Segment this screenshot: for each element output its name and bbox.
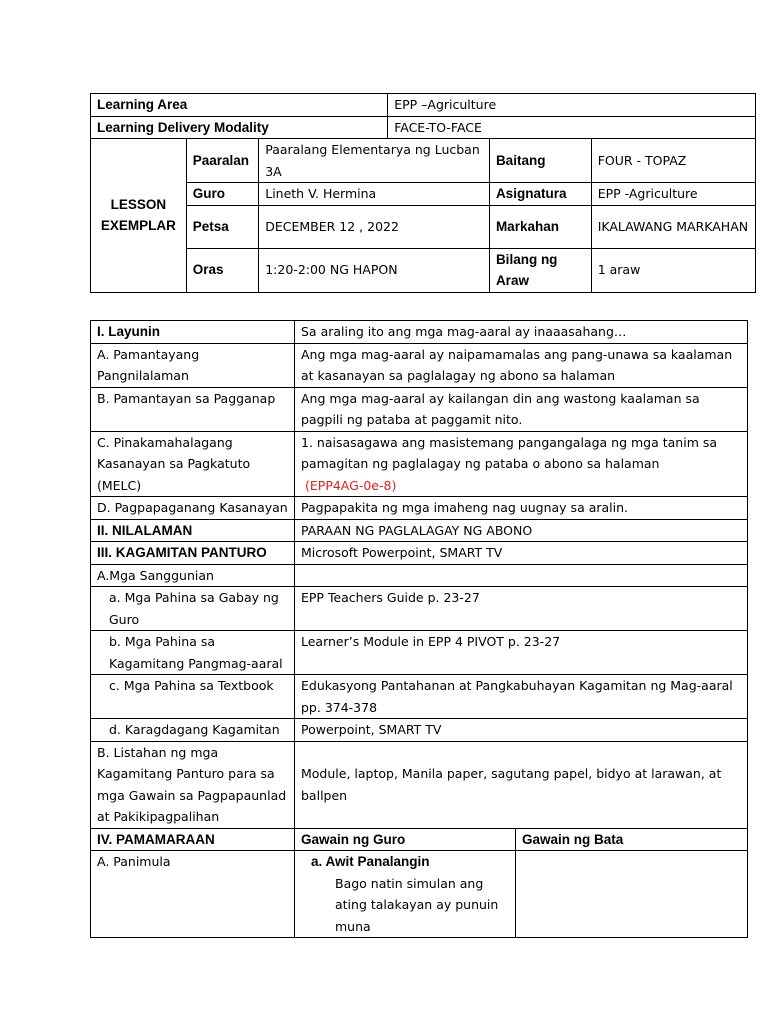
paaralan-value: Paaralang Elementarya ng Lucban 3A [259,139,490,183]
karagdagang-label: d. Karagdagang Kagamitan [91,719,295,742]
guro-label: Guro [186,183,259,206]
gawain-ng-guro-header: Gawain ng Guro [295,828,516,851]
lesson-exemplar-label: LESSON EXEMPLAR [91,139,187,293]
markahan-label: Markahan [489,205,591,248]
sanggunian-value [295,564,748,587]
pagpapaganang-value: Pagpapakita ng mga imaheng nag uugnay sa aralin. [295,497,748,520]
kagamitan-label: III. KAGAMITAN PANTURO [91,542,295,565]
pagganap-value: Ang mga mag-aaral ay kailangan din ang wastong kaalaman sa pagpili ng pataba at paggamit nito. [295,387,748,431]
textbook-label: c. Mga Pahina sa Textbook [91,675,295,719]
learning-area-label: Learning Area [91,94,388,117]
paaralan-label: Paaralan [186,139,259,183]
awit-panalangin-heading: a. Awit Panalangin [311,854,430,869]
oras-value: 1:20-2:00 NG HAPON [259,248,490,292]
markahan-value: IKALAWANG MARKAHAN [591,205,755,248]
panimula-label: A. Panimula [91,851,295,938]
gabay-label: a. Mga Pahina sa Gabay ng Guro [91,587,295,631]
listahan-label: B. Listahan ng mga Kagamitang Panturo para sa mga Gawain sa Pagpapaunlad at Pakikipagpalihan [91,741,295,828]
pagpapaganang-label: D. Pagpapaganang Kasanayan [91,497,295,520]
melc-code: (EPP4AG-0e-8) [305,477,397,493]
asignatura-value: EPP -Agriculture [591,183,755,206]
pamamaraan-label: IV. PAMAMARAAN [91,828,295,851]
nilalaman-label: II. NILALAMAN [91,519,295,542]
baitang-label: Baitang [489,139,591,183]
karagdagang-value: Powerpoint, SMART TV [295,719,748,742]
textbook-value: Edukasyong Pantahanan at Pangkabuhayan Kagamitan ng Mag-aaral pp. 374-378 [295,675,748,719]
petsa-value: DECEMBER 12 , 2022 [259,205,490,248]
layunin-value: Sa araling ito ang mga mag-aaral ay inaaasahang… [295,321,748,344]
pagganap-label: B. Pamantayan sa Pagganap [91,387,295,431]
gabay-value: EPP Teachers Guide p. 23-27 [295,587,748,631]
guro-value: Lineth V. Hermina [259,183,490,206]
pamantayang-label: A. Pamantayang Pangnilalaman [91,343,295,387]
asignatura-label: Asignatura [489,183,591,206]
petsa-label: Petsa [186,205,259,248]
pamantayang-value: Ang mga mag-aaral ay naipamamalas ang pang-unawa sa kaalaman at kasanayan sa paglalagay ng abono sa halaman [295,343,748,387]
lesson-header-table [90,93,756,293]
pangmag-value: Learner’s Module in EPP 4 PIVOT p. 23-27 [295,631,748,675]
lesson-plan-table [90,320,748,938]
melc-cell [295,431,748,497]
bilang-ng-araw-value: 1 araw [591,248,755,292]
bilang-ng-araw-label: Bilang ng Araw [489,248,591,292]
panimula-guro-cell [295,851,516,938]
learning-area-value: EPP –Agriculture [388,94,756,117]
listahan-value: Module, laptop, Manila paper, sagutang papel, bidyo at larawan, at ballpen [295,741,748,828]
melc-label: C. Pinakamahalagang Kasanayan sa Pagkatuto (MELC) [91,431,295,497]
panimula-bata-cell [516,851,748,938]
kagamitan-value: Microsoft Powerpoint, SMART TV [295,542,748,565]
delivery-modality-label: Learning Delivery Modality [91,116,388,139]
layunin-label: I. Layunin [91,321,295,344]
baitang-value: FOUR - TOPAZ [591,139,755,183]
oras-label: Oras [186,248,259,292]
awit-panalangin-text: Bago natin simulan ang ating talakayan ay punuin muna [335,875,499,934]
delivery-modality-value: FACE-TO-FACE [388,116,756,139]
pangmag-label: b. Mga Pahina sa Kagamitang Pangmag-aaral [91,631,295,675]
gawain-ng-bata-header: Gawain ng Bata [516,828,748,851]
nilalaman-value: PARAAN NG PAGLALAGAY NG ABONO [295,519,748,542]
sanggunian-label: A.Mga Sanggunian [91,564,295,587]
melc-value: 1. naisasagawa ang masistemang pangangalaga ng mga tanim sa pamagitan ng paglalagay ng pataba o abono sa halaman [301,434,718,471]
